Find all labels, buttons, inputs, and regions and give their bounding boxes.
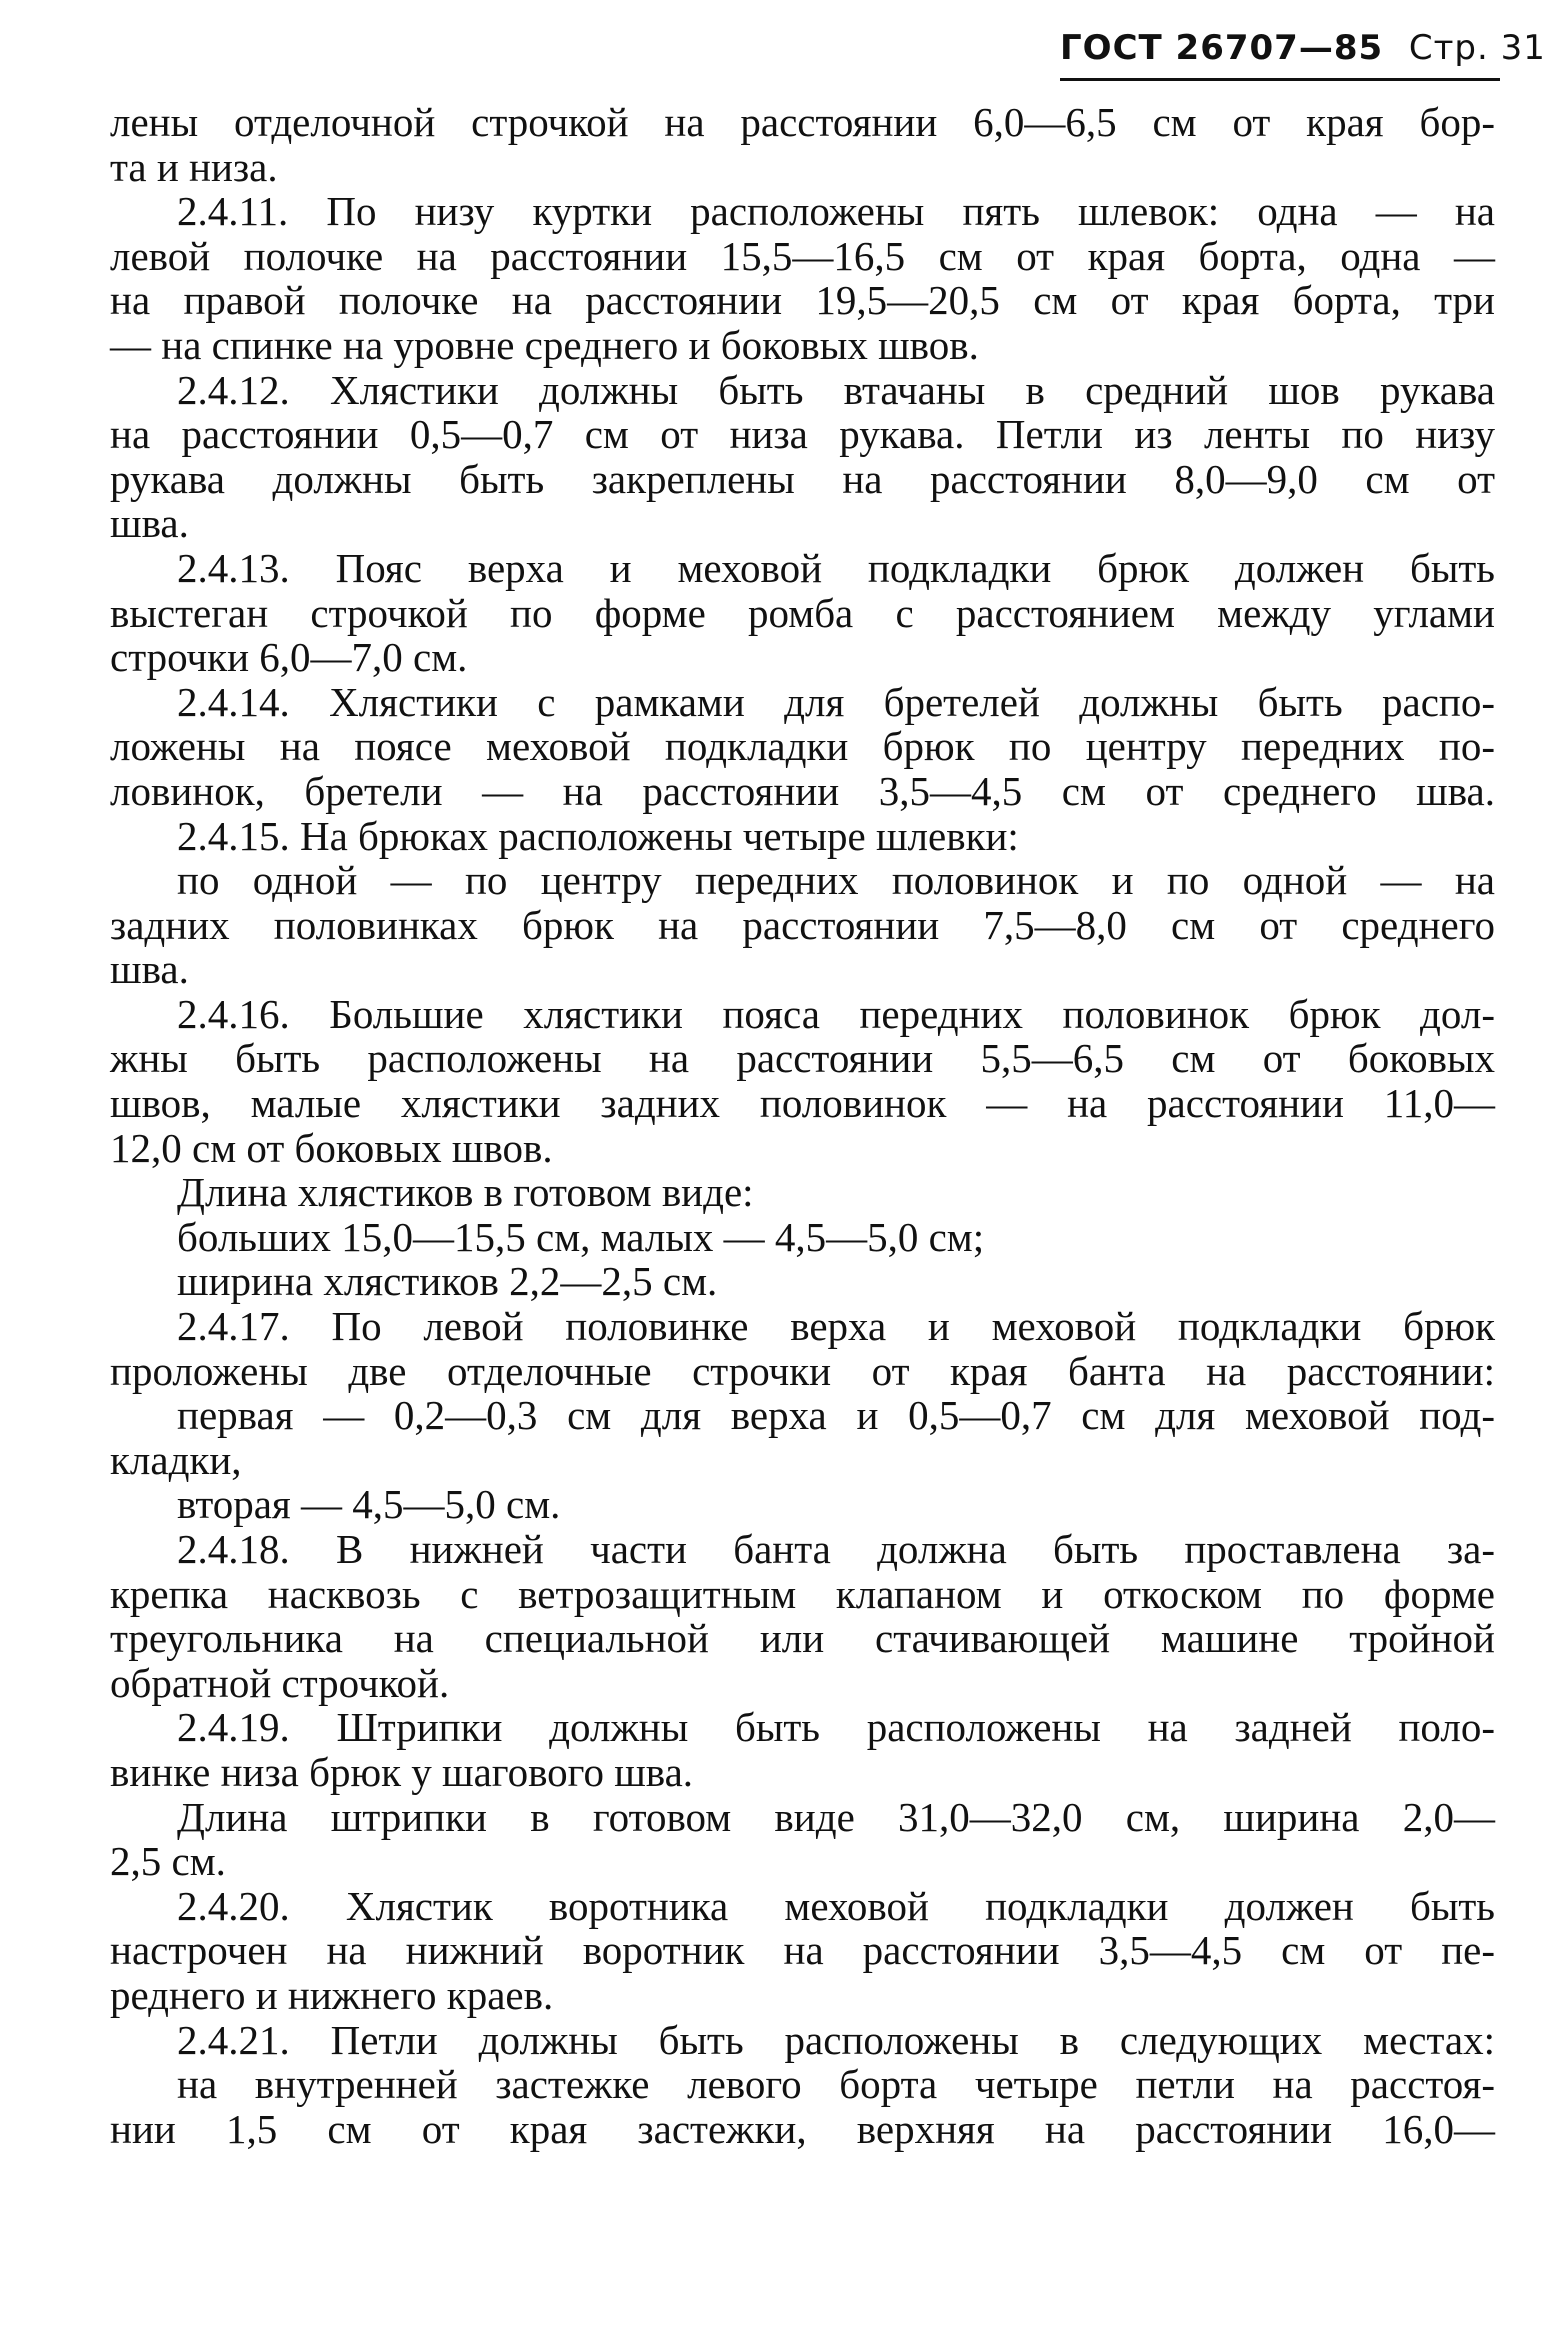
text-line: шва. [110,500,189,547]
text-line: левой полочке на расстоянии 15,5—16,5 см от края борта, одна — [110,232,1495,279]
text-line: Длина хлястиков в готовом виде: [177,1169,754,1216]
text-line: 2.4.19. Штрипки должны быть расположены на задней поло- [177,1704,1495,1751]
text-line: настрочен на нижний воротник на расстоянии 3,5—4,5 см от пе- [110,1927,1495,1974]
text-line: жны быть расположены на расстоянии 5,5—6,5 см от боковых [110,1035,1495,1082]
text-line: больших 15,0—15,5 см, малых — 4,5—5,0 см; [177,1213,985,1260]
text-line: по одной — по центру передних половинок и по одной — на [177,857,1495,904]
text-line: 2.4.16. Большие хлястики пояса передних половинок брюк дол- [177,990,1495,1037]
page-header [1060,28,1546,68]
text-line: проложены две отделочные строчки от края банта на расстоянии: [110,1347,1495,1394]
header-rule [1060,78,1500,81]
text-line: рукава должны быть закреплены на расстоянии 8,0—9,0 см от [110,455,1495,502]
text-line: 2.4.13. Пояс верха и меховой подкладки брюк должен быть [177,544,1495,591]
text-line: на внутренней застежке левого борта четыре петли на расстоя- [177,2061,1495,2108]
text-line: крепка насквозь с ветрозащитным клапаном и откоском по форме [110,1570,1495,1617]
document-body [110,100,1495,2151]
text-line: обратной строчкой. [110,1659,450,1706]
text-line: первая — 0,2—0,3 см для верха и 0,5—0,7 см для меховой под- [177,1392,1495,1439]
text-line: та и низа. [110,143,278,190]
standard-number: ГОСТ 26707—85 [1060,28,1384,68]
text-line: строчки 6,0—7,0 см. [110,634,468,681]
text-line: 2,5 см. [110,1838,226,1885]
text-line: 2.4.14. Хлястики с рамками для бретелей должны быть распо- [177,678,1495,725]
text-line: ложены на поясе меховой подкладки брюк по центру передних по- [110,723,1495,770]
text-line: 2.4.20. Хлястик воротника меховой подкладки должен быть [177,1882,1495,1929]
text-line: 2.4.11. По низу куртки расположены пять шлевок: одна — на [177,188,1495,235]
text-line: кладки, [110,1436,242,1483]
text-line: 2.4.12. Хлястики должны быть втачаны в средний шов рукава [177,366,1495,413]
text-line: реднего и нижнего краев. [110,1971,554,2018]
text-line: на правой полочке на расстоянии 19,5—20,5 см от края борта, три [110,277,1495,324]
text-line: нии 1,5 см от края застежки, верхняя на расстоянии 16,0— [110,2105,1495,2152]
text-line: Длина штрипки в готовом виде 31,0—32,0 см, ширина 2,0— [177,1793,1495,1840]
text-line: ширина хлястиков 2,2—2,5 см. [177,1258,718,1305]
text-line: шва. [110,946,189,993]
text-line: вторая — 4,5—5,0 см. [177,1481,561,1528]
text-line: 2.4.21. Петли должны быть расположены в следующих местах: [177,2016,1495,2063]
text-line: на расстоянии 0,5—0,7 см от низа рукава. Петли из ленты по низу [110,411,1495,458]
text-line: выстеган строчкой по форме ромба с расстоянием между углами [110,589,1495,636]
text-line: лены отделочной строчкой на расстоянии 6,0—6,5 см от края бор- [110,99,1495,145]
text-line: 2.4.17. По левой половинке верха и меховой подкладки брюк [177,1303,1495,1350]
page-number: Стр. 31 [1408,28,1546,68]
text-line: задних половинках брюк на расстоянии 7,5—8,0 см от среднего [110,901,1495,948]
text-line: 2.4.15. На брюках расположены четыре шлевки: [177,812,1019,859]
text-line: 12,0 см от боковых швов. [110,1124,553,1171]
text-line: 2.4.18. В нижней части банта должна быть проставлена за- [177,1526,1495,1572]
text-line: винке низа брюк у шагового шва. [110,1748,694,1795]
text-line: треугольника на специальной или стачивающей машине тройной [110,1615,1495,1662]
text-line: ловинок, бретели — на расстоянии 3,5—4,5 см от среднего шва. [110,767,1495,814]
text-line: швов, малые хлястики задних половинок — на расстоянии 11,0— [110,1080,1495,1127]
text-line: — на спинке на уровне среднего и боковых швов. [110,321,979,368]
